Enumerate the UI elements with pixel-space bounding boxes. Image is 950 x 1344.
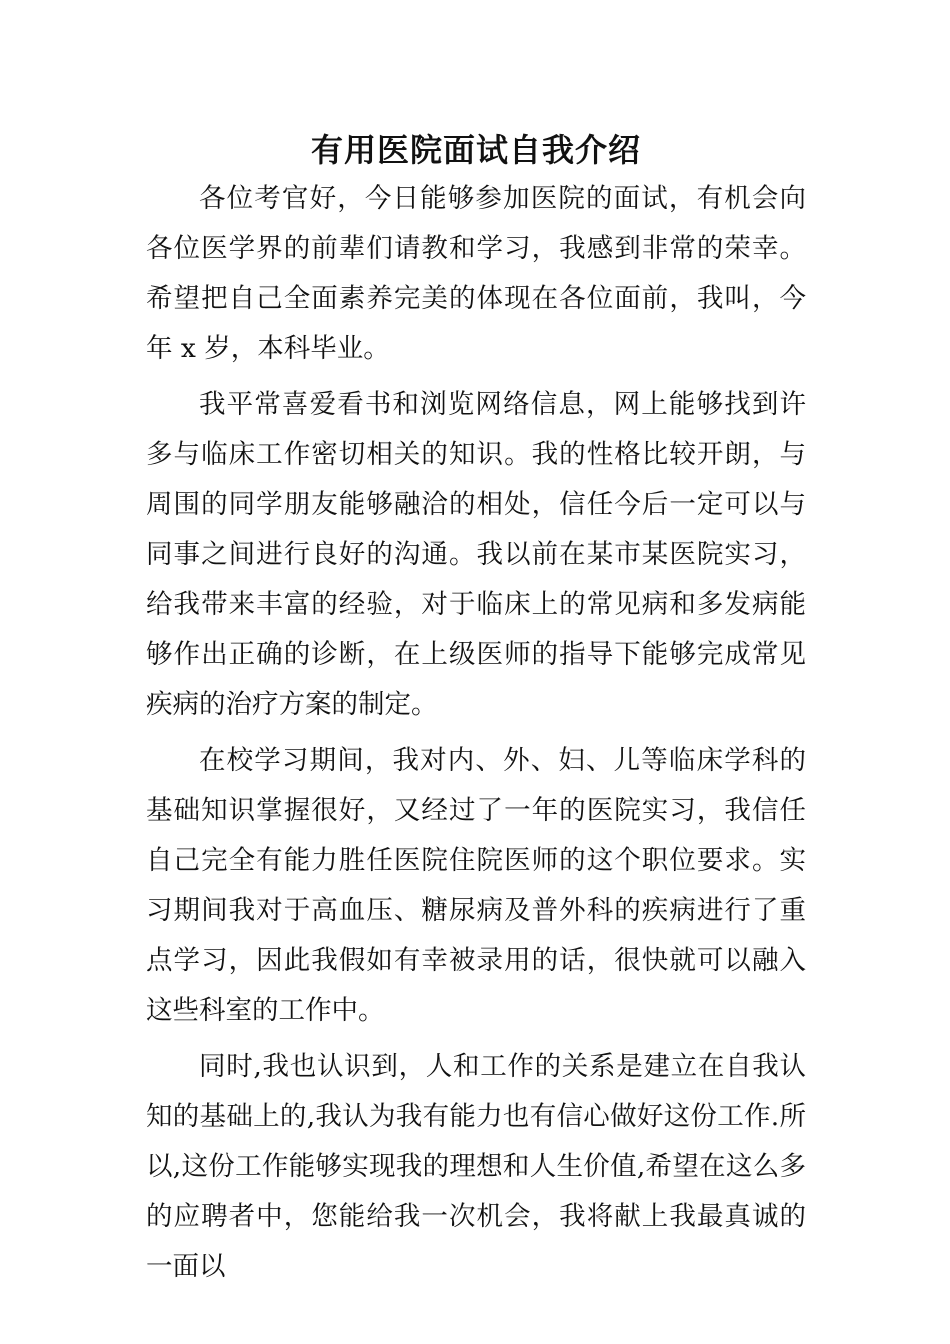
- paragraph-4: 同时,我也认识到，人和工作的关系是建立在自我认知的基础上的,我认为我有能力也有信心做好这份工作.所以,这份工作能够实现我的理想和人生价值,希望在这么多的应聘者中，您能给我一次机会，我将献上我最真诚的一面以: [146, 1051, 806, 1282]
- paragraph-1: 各位考官好，今日能够参加医院的面试，有机会向各位医学界的前辈们请教和学习，我感到非常的荣幸。希望把自己全面素养完美的体现在各位面前，我叫，今年 x 岁，本科毕业。: [146, 183, 806, 364]
- document-title: 有用医院面试自我介绍: [310, 131, 641, 169]
- paragraph-3: 在校学习期间，我对内、外、妇、儿等临床学科的基础知识掌握很好，又经过了一年的医院实习，我信任自己完全有能力胜任医院住院医师的这个职位要求。实习期间我对于高血压、糖尿病及普外科的疾病进行了重点学习，因此我假如有幸被录用的话，很快就可以融入这些科室的工作中。: [146, 745, 806, 1026]
- document-page: [146, 128, 806, 1298]
- paragraph-2: 我平常喜爱看书和浏览网络信息，网上能够找到许多与临床工作密切相关的知识。我的性格比较开朗，与周围的同学朋友能够融洽的相处，信任今后一定可以与同事之间进行良好的沟通。我以前在某市某医院实习，给我带来丰富的经验，对于临床上的常见病和多发病能够作出正确的诊断，在上级医师的指导下能够完成常见疾病的治疗方案的制定。: [146, 389, 806, 720]
